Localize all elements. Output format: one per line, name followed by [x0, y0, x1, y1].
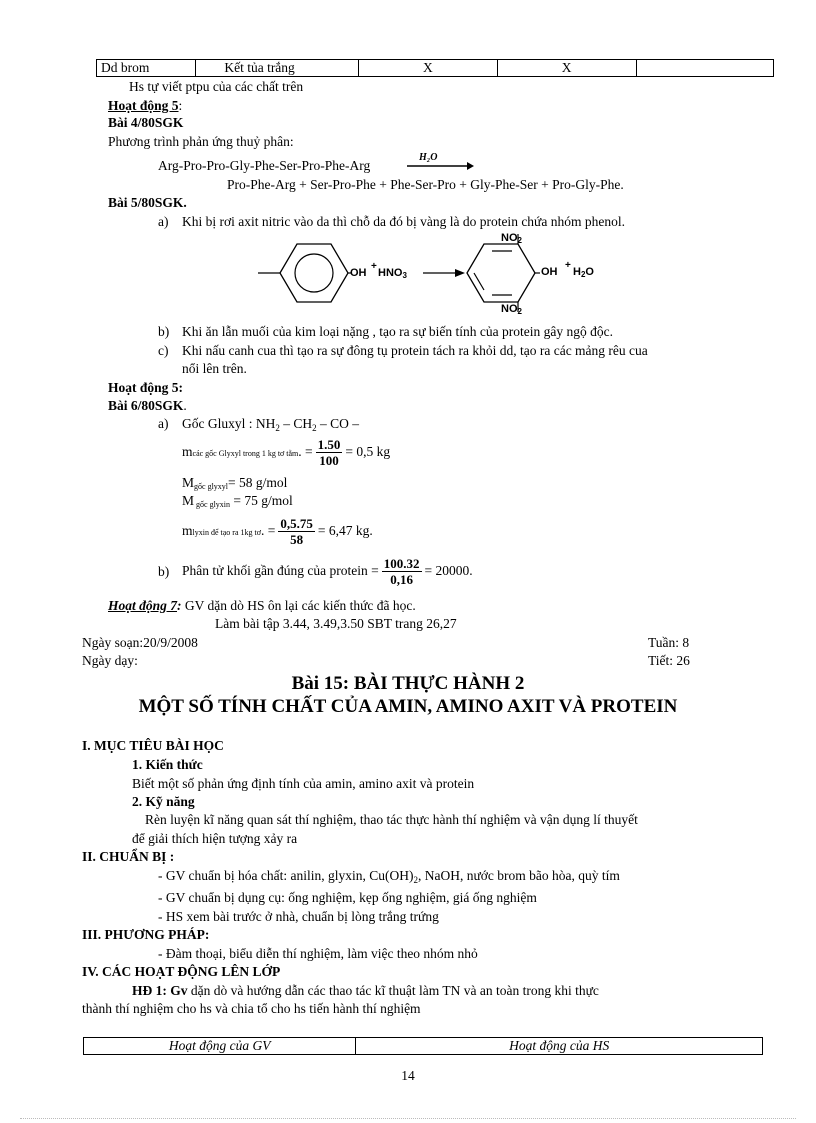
ngay-soan: Ngày soạn:20/9/2008 — [82, 635, 198, 650]
act7-heading: Hoạt động 7 — [108, 598, 178, 613]
sec2-item-3: - HS xem bài trước ở nhà, chuẩn bị lòng trắng trứng — [158, 909, 439, 924]
sec2-item-2: - GV chuẩn bị dụng cụ: ống nghiệm, kẹp ống nghiệm, giá ống nghiệm — [158, 890, 537, 905]
sec4-heading: IV. CÁC HOẠT ĐỘNG LÊN LỚP — [82, 964, 281, 979]
fraction: $\frac{0,5.75}{58}$ — [280, 516, 313, 548]
table-cell — [636, 60, 773, 77]
M-glyxyl-line: Mgốc glyxyl= 58 g/mol — [182, 475, 288, 491]
page-edge-divider — [20, 1118, 796, 1119]
ex4-intro: Phương trình phản ứng thuỷ phân: — [108, 134, 294, 149]
hno3-label: $HNO_3$ — [378, 267, 407, 280]
sec2-heading: II. CHUẨN BỊ : — [82, 849, 175, 864]
ex5-b-marker: b) — [158, 324, 170, 339]
activity-table — [83, 1037, 763, 1055]
plus-sign: + — [565, 260, 571, 271]
protein-mass-equation: Phân tử khối gần đúng của protein = $\frac{100.32}{0,16}$ = 20000. — [182, 556, 473, 588]
kien-thuc-heading: 1. Kiến thức — [132, 757, 203, 772]
ex5-c-marker: c) — [158, 343, 169, 358]
act7-line-1: Hoạt động 7: GV dặn dò HS ôn lại các kiến thức đã học. — [108, 598, 416, 613]
ex4-title: Bài 4/80SGK — [108, 115, 184, 130]
table-header-hs: Hoạt động của HS — [356, 1038, 763, 1055]
nitration-scheme — [255, 230, 595, 320]
m-glyxin-equation: mlyxin để tạo ra 1kg tơ. = $\frac{0,5.75}{58}$ = 6,47 kg. — [182, 516, 373, 548]
act7-line-2: Làm bài tập 3.44, 3.49,3.50 SBT trang 26,27 — [215, 616, 457, 631]
table-cell: Kết tủa trắng — [196, 60, 359, 77]
sec2-item-1: - GV chuẩn bị hóa chất: anilin, glyxin, $Cu(OH)_2$, NaOH, nước brom bão hòa, quỳ tím — [158, 868, 620, 885]
act5a-heading-line — [108, 98, 182, 114]
ky-nang-text-2: để giải thích hiện tượng xảy ra — [132, 831, 298, 846]
oh-label: OH — [350, 267, 367, 279]
hydrolysis-products: Pro-Phe-Arg + Ser-Pro-Phe + Phe-Ser-Pro + Gly-Phe-Ser + Pro-Gly-Phe. — [227, 177, 624, 192]
ex6-title: Bài 6/80SGK — [108, 398, 184, 413]
ex6-title-line: Bài 6/80SGK. — [108, 398, 187, 413]
act5a-heading: Hoạt động 5 — [108, 98, 179, 113]
ex5-c-text-2: nổi lên trên. — [182, 361, 247, 376]
ky-nang-text-1: Rèn luyện kĩ năng quan sát thí nghiệm, thao tác thực hành thí nghiệm và vận dụng lí thuyết — [145, 812, 638, 827]
M-glyxin-line: M gốc glyxin = 75 g/mol — [182, 493, 293, 509]
ky-nang-heading: 2. Kỹ năng — [132, 794, 195, 809]
act5a-heading-colon: : — [178, 98, 183, 113]
kien-thuc-text: Biết một số phản ứng định tính của amin, amino axit và protein — [132, 776, 475, 791]
h2o-label: $H_2O$ — [573, 266, 594, 279]
ex5-a-text: Khi bị rơi axit nitric vào da thì chỗ da đó bị vàng là do protein chứa nhóm phenol. — [182, 214, 625, 229]
ngay-day: Ngày dạy: — [82, 653, 138, 668]
table-cell: X — [358, 60, 497, 77]
hs-note: Hs tự viết ptpu của các chất trên — [129, 79, 304, 94]
no2-top-label: $NO_2$ — [501, 232, 522, 245]
m-glyxyl-equation: mcác gốc Glyxyl trong 1 kg tơ tằm. = $\frac{1.50}{100}$ = 0,5 kg — [182, 437, 391, 469]
sec1-heading: I. MỤC TIÊU BÀI HỌC — [82, 738, 224, 753]
ex6-a-marker: a) — [158, 416, 169, 431]
table-cell: Dd brom — [97, 60, 196, 77]
plus-sign: + — [371, 261, 377, 272]
act5b-heading: Hoạt động 5: — [108, 380, 184, 395]
fraction: $\frac{1.50}{100}$ — [317, 437, 341, 469]
tiet: Tiết: 26 — [648, 653, 690, 668]
lesson-title: Bài 15: BÀI THỰC HÀNH 2 — [291, 673, 525, 694]
sec3-heading: III. PHƯƠNG PHÁP: — [82, 927, 210, 942]
page-number: 14 — [401, 1068, 415, 1083]
tuan: Tuần: 8 — [648, 635, 690, 650]
arrow-label: H₂O — [419, 152, 438, 163]
ex5-title: Bài 5/80SGK. — [108, 195, 187, 210]
fraction: $\frac{100.32}{0,16}$ — [383, 556, 420, 588]
ex6-b-marker: b) — [158, 564, 170, 579]
ex5-a-marker: a) — [158, 214, 169, 229]
sec3-item-1: - Đàm thoại, biểu diễn thí nghiệm, làm việc theo nhóm nhỏ — [158, 946, 478, 961]
hd1-line-2: thành thí nghiệm cho hs và chia tổ cho hs tiến hành thí nghiệm — [82, 1001, 421, 1016]
goc-glyxyl-line: Gốc Gluxyl : $NH_2 - CH_2$ – CO – — [182, 416, 360, 433]
table-row — [97, 60, 774, 77]
arrow-right-icon — [405, 152, 475, 174]
ex5-c-text-1: Khi nấu canh cua thì tạo ra sự đông tụ protein tách ra khỏi dd, tạo ra các mảng rêu cua — [182, 343, 648, 358]
lesson-subtitle: MỘT SỐ TÍNH CHẤT CỦA AMIN, AMINO AXIT VÀ PROTEIN — [138, 696, 678, 717]
table-row — [84, 1038, 763, 1055]
ex5-b-text: Khi ăn lẫn muối của kim loại nặng , tạo ra sự biến tính của protein gây ngộ độc. — [182, 324, 613, 339]
no2-bottom-label: $NO_2$ — [501, 303, 522, 316]
oh-product-label: OH — [541, 266, 558, 278]
hd1-line-1: HĐ 1: Gv dặn dò và hướng dẫn các thao tác kĩ thuật làm TN và an toàn trong khi thực — [132, 983, 599, 998]
top-table — [96, 59, 774, 77]
table-cell: X — [497, 60, 636, 77]
table-header-gv: Hoạt động của GV — [84, 1038, 356, 1055]
hydrolysis-reactant: Arg-Pro-Pro-Gly-Phe-Ser-Pro-Phe-Arg — [158, 158, 371, 173]
hydrolysis-arrow — [405, 152, 475, 174]
